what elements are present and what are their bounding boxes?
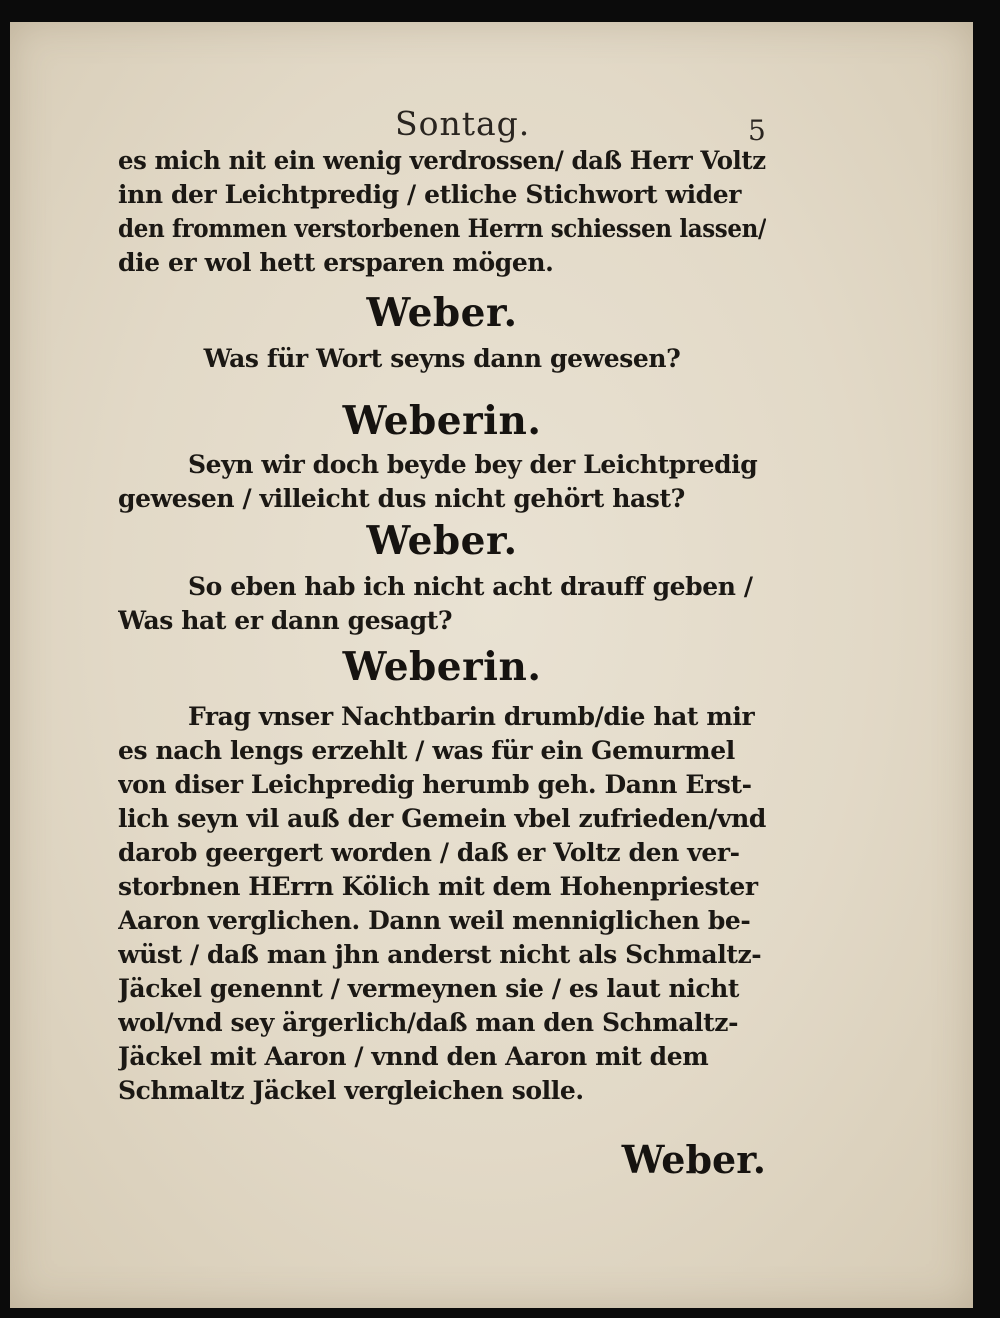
text-line: Was hat er dann gesagt? [118,606,453,635]
text-line: die er wol hett ersparen mögen. [118,248,554,277]
text-line: storbnen HErrn Kölich mit dem Hohenpriester [118,872,758,901]
text-line: Jäckel genennt / vermeynen sie / es laut nicht [118,974,740,1003]
text-line: darob geergert worden / daß er Voltz den ver- [118,838,740,867]
text-line: gewesen / villeicht dus nicht gehört hast? [118,484,685,513]
text-line: Was für Wort seyns dann gewesen? [203,344,681,373]
text-line: Schmaltz Jäckel vergleichen solle. [118,1076,584,1105]
text-line: Jäckel mit Aaron / vnnd den Aaron mit dem [118,1042,709,1071]
text-line: von diser Leichpredig herumb geh. Dann Erst- [118,770,752,799]
text-line: inn der Leichtpredig / etliche Stichwort wider [118,180,742,209]
speaker-heading: Weber. [366,518,518,564]
main-text [118,142,766,1182]
text-line: Aaron verglichen. Dann weil menniglichen be- [118,906,751,935]
text-line: es mich nit ein wenig verdrossen/ daß Herr Voltz [118,146,766,175]
page-number: 5 [748,114,766,147]
catchword: Weber. [621,1137,766,1182]
speaker-heading: Weber. [366,290,518,336]
speaker-heading: Weberin. [342,644,542,690]
text-line: lich seyn vil auß der Gemein vbel zufrieden/vnd [118,804,766,833]
text-line: es nach lengs erzehlt / was für ein Gemurmel [118,736,735,765]
speaker-heading: Weberin. [342,398,542,444]
text-line: wüst / daß man jhn anderst nicht als Schmaltz- [118,940,762,969]
book-page [10,22,973,1308]
text-line: wol/vnd sey ärgerlich/daß man den Schmaltz- [118,1008,739,1037]
text-line: So eben hab ich nicht acht drauff geben / [188,572,753,601]
text-line: Frag vnser Nachtbarin drumb/die hat mir [188,702,755,731]
text-line: den frommen verstorbenen Herrn schiessen lassen/ [118,214,766,243]
text-line: Seyn wir doch beyde bey der Leichtpredig [188,450,758,479]
running-head: Sontag. [395,104,531,143]
